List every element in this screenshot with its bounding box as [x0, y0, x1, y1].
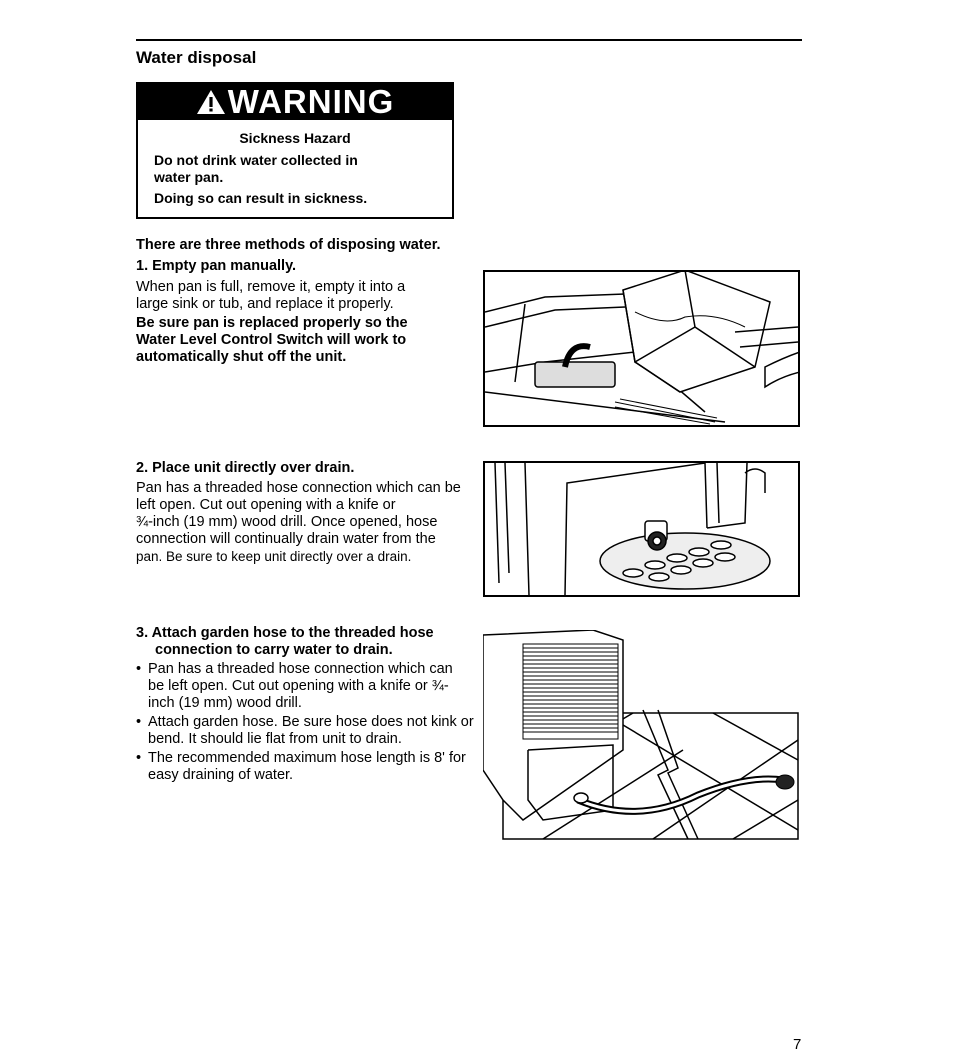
method-1-body: When pan is full, remove it, empty it into a large sink or tub, and replace it properly.: [136, 279, 406, 312]
warning-box: [136, 82, 454, 219]
method-3-heading-1: 3. Attach garden hose to the threaded hose: [136, 625, 434, 641]
method-2-body-3: pan. Be sure to keep unit directly over a drain.: [136, 549, 412, 564]
list-item: • The recommended maximum hose length is 8' for easy draining of water.: [136, 750, 468, 784]
hose-drawing: [483, 630, 800, 840]
unit-over-drain-illustration: [483, 461, 800, 597]
method-3-heading-2: connection to carry water to drain.: [155, 642, 393, 658]
warning-line: Do not drink water collected in water pan.: [154, 152, 358, 185]
list-item: • Attach garden hose. Be sure hose does not kink or bend. It should lie flat from unit to drain.: [136, 714, 476, 748]
method-1-heading: 1. Empty pan manually.: [136, 258, 297, 274]
method-1-note: Be sure pan is replaced properly so the Water Level Control Switch will work to automatically shut off the unit.: [136, 315, 408, 365]
garden-hose-illustration: [483, 630, 800, 840]
page-number: 7: [793, 1036, 802, 1053]
empty-pan-illustration: [483, 270, 800, 427]
method-3: [136, 625, 476, 784]
method-2-body-2: ¾-inch (19 mm) wood drill. Once opened, hose connection will continually drain water from the: [136, 514, 438, 547]
method-2: [136, 460, 471, 565]
list-item: • Pan has a threaded hose connection which can be left open. Cut out opening with a knife or ¾-inch (19 mm) wood drill.: [136, 661, 463, 712]
method-3-list: [136, 661, 476, 784]
hazard-title: Sickness Hazard: [239, 130, 351, 146]
warning-triangle-icon: [196, 88, 226, 116]
warning-body: [138, 120, 452, 207]
top-rule: [136, 39, 802, 41]
methods-intro: There are three methods of disposing water.: [136, 237, 441, 253]
method-1: [136, 258, 466, 366]
drain-drawing: [485, 463, 798, 595]
method-2-heading: 2. Place unit directly over drain.: [136, 460, 355, 476]
warning-banner: [138, 84, 452, 120]
section-title: Water disposal: [136, 48, 257, 67]
sink-pan-drawing: [485, 272, 798, 425]
warning-label: WARNING: [227, 83, 395, 120]
method-2-body-1: Pan has a threaded hose connection which can be left open. Cut out opening with a knife or: [136, 480, 461, 513]
warning-line: Doing so can result in sickness.: [154, 190, 368, 206]
